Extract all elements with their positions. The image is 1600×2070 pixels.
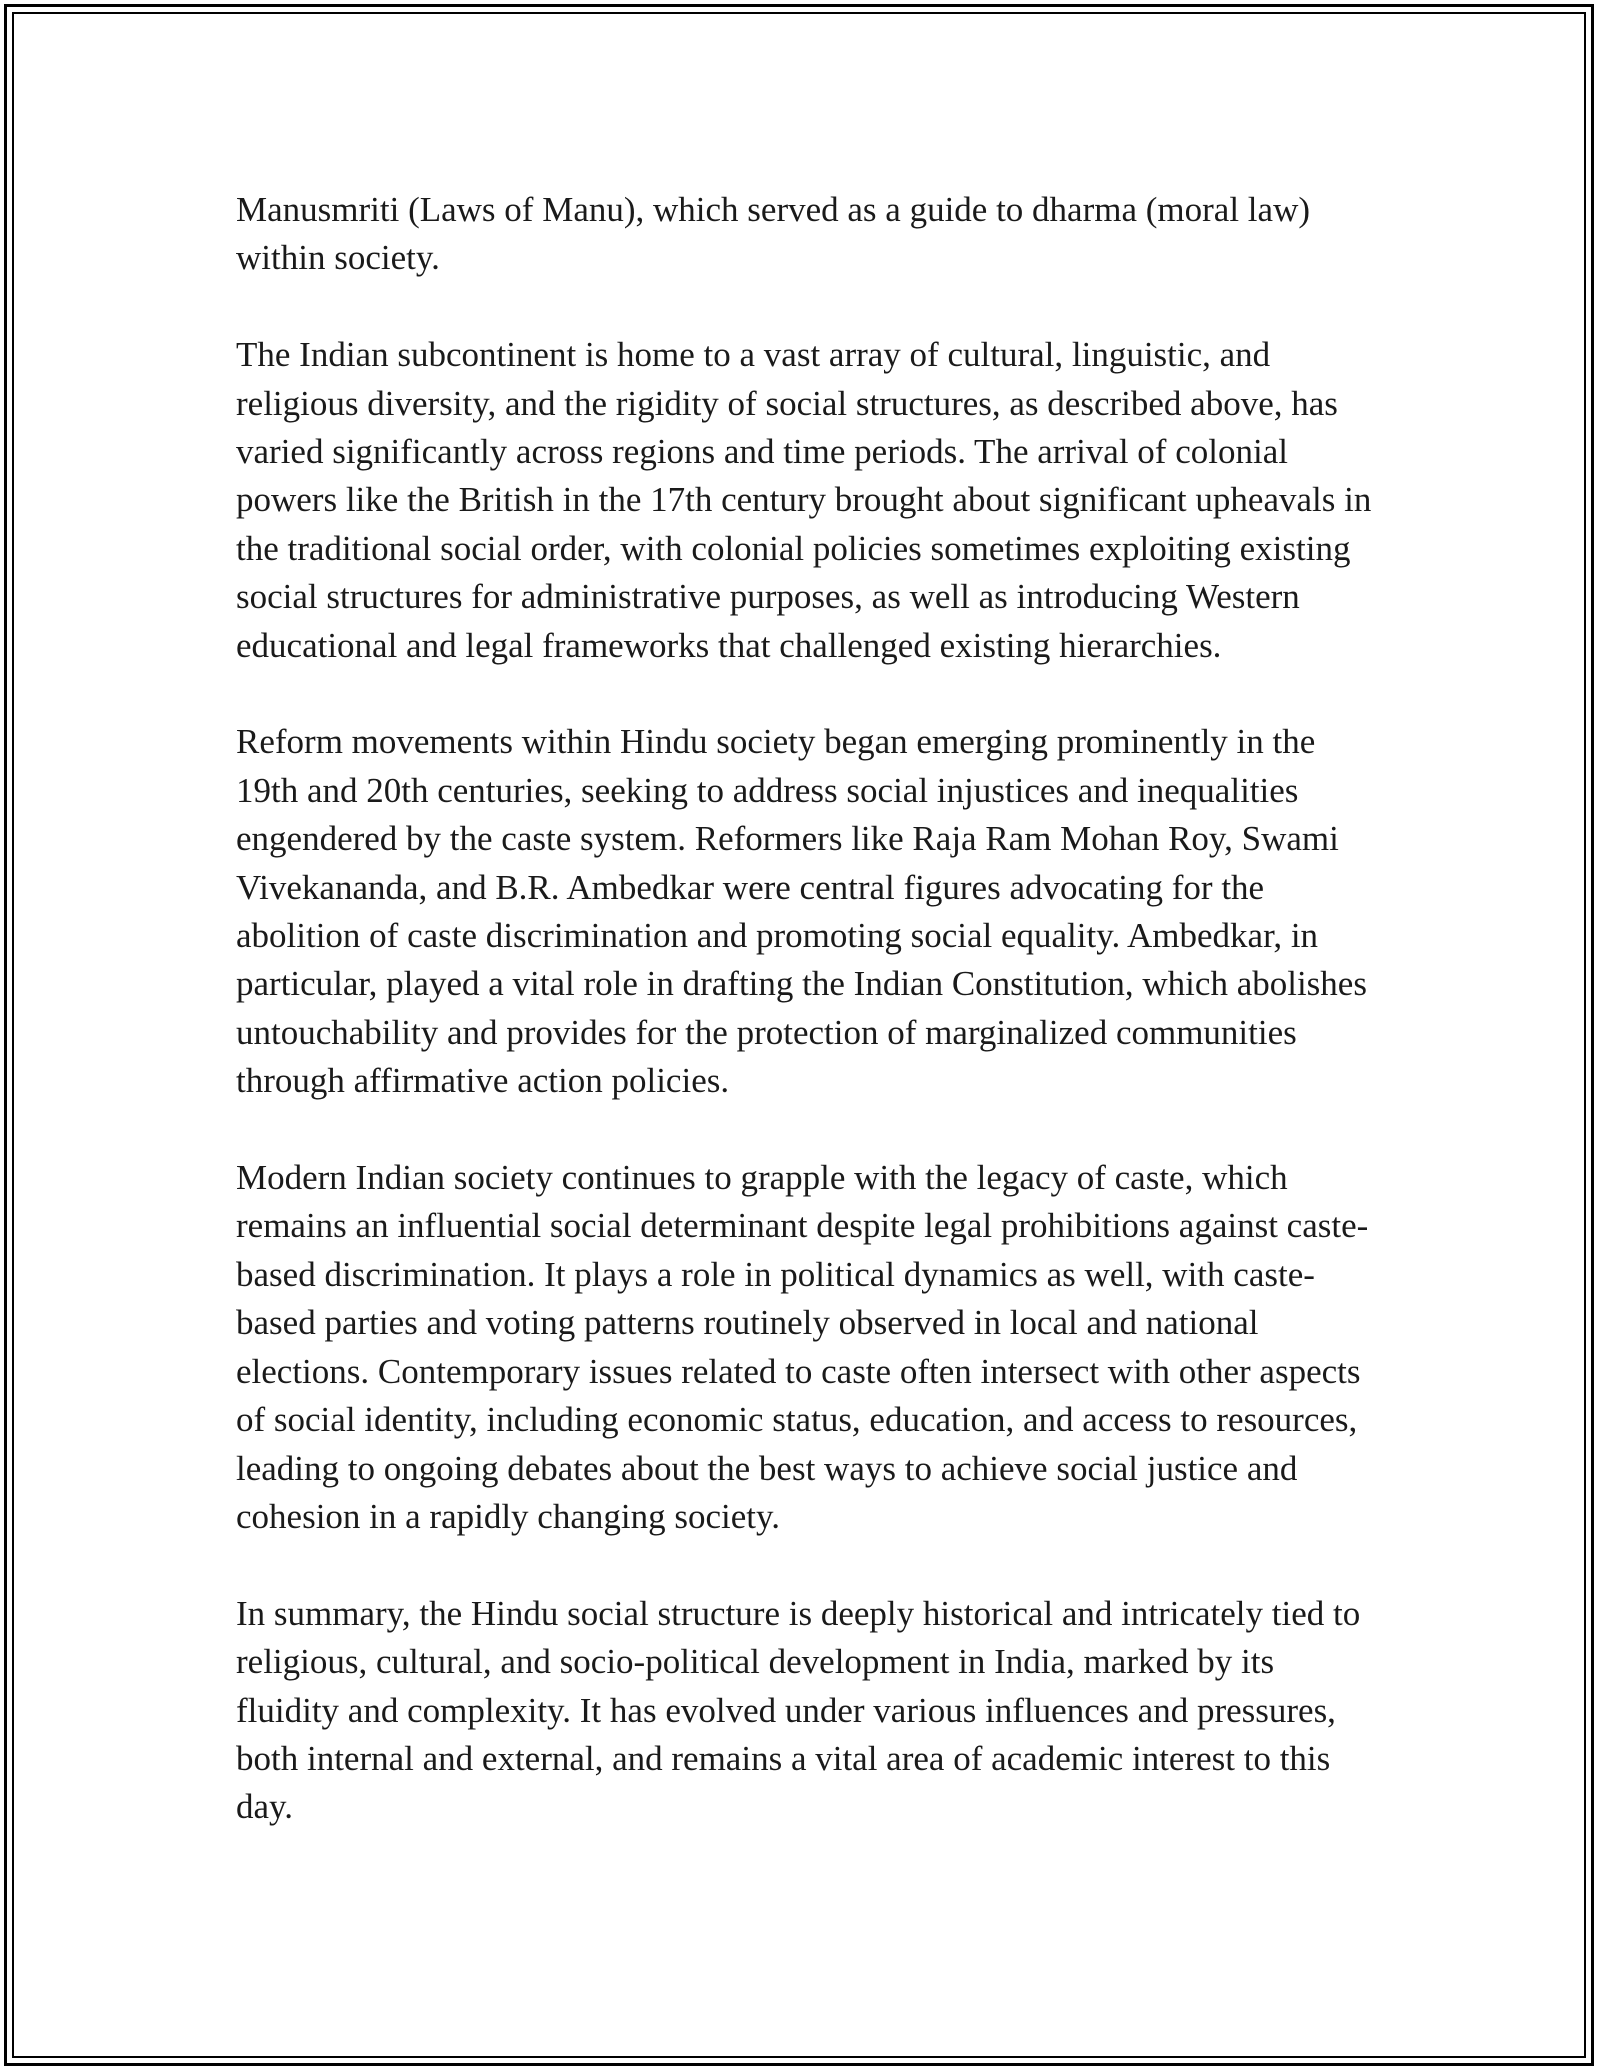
paragraph-summary: In summary, the Hindu social structure is deeply historical and intricately tied to religious, cultural, and socio-political development in India, marked by its fluidity and complexity. It has evolved under various influences and pressures, both internal and external, and remains a vital area of academic interest to this day. — [236, 1593, 1361, 1827]
paragraph-manusmriti: Manusmriti (Laws of Manu), which served as a guide to dharma (moral law) within society. — [236, 190, 1310, 278]
document-body — [236, 186, 1376, 1832]
paragraph-colonial-influence: The Indian subcontinent is home to a vast array of cultural, linguistic, and religious diversity, and the rigidity of social structures, as described above, has varied significantly across regions and time periods. The arrival of colonial powers like the British in the 17th century brought about significant upheavals in the traditional social order, with colonial policies sometimes exploiting existing social structures for administrative purposes, as well as introducing Western educational and legal frameworks that challenged existing hierarchies. — [236, 335, 1372, 665]
paragraph-modern-society: Modern Indian society continues to grapple with the legacy of caste, which remains an influential social determinant despite legal prohibitions against caste-based discrimination. It plays a role in political dynamics as well, with caste-based parties and voting patterns routinely observed in local and national elections. Contemporary issues related to caste often intersect with other aspects of social identity, including economic status, education, and access to resources, leading to ongoing debates about the best ways to achieve social justice and cohesion in a rapidly changing society. — [236, 1158, 1369, 1536]
paragraph-reform-movements: Reform movements within Hindu society began emerging prominently in the 19th and 20th centuries, seeking to address social injustices and inequalities engendered by the caste system. Reformers like Raja Ram Mohan Roy, Swami Vivekananda, and B.R. Ambedkar were central figures advocating for the abolition of caste discrimination and promoting social equality. Ambedkar, in particular, played a vital role in drafting the Indian Constitution, which abolishes untouchability and provides for the protection of marginalized communities through affirmative action policies. — [236, 722, 1367, 1101]
